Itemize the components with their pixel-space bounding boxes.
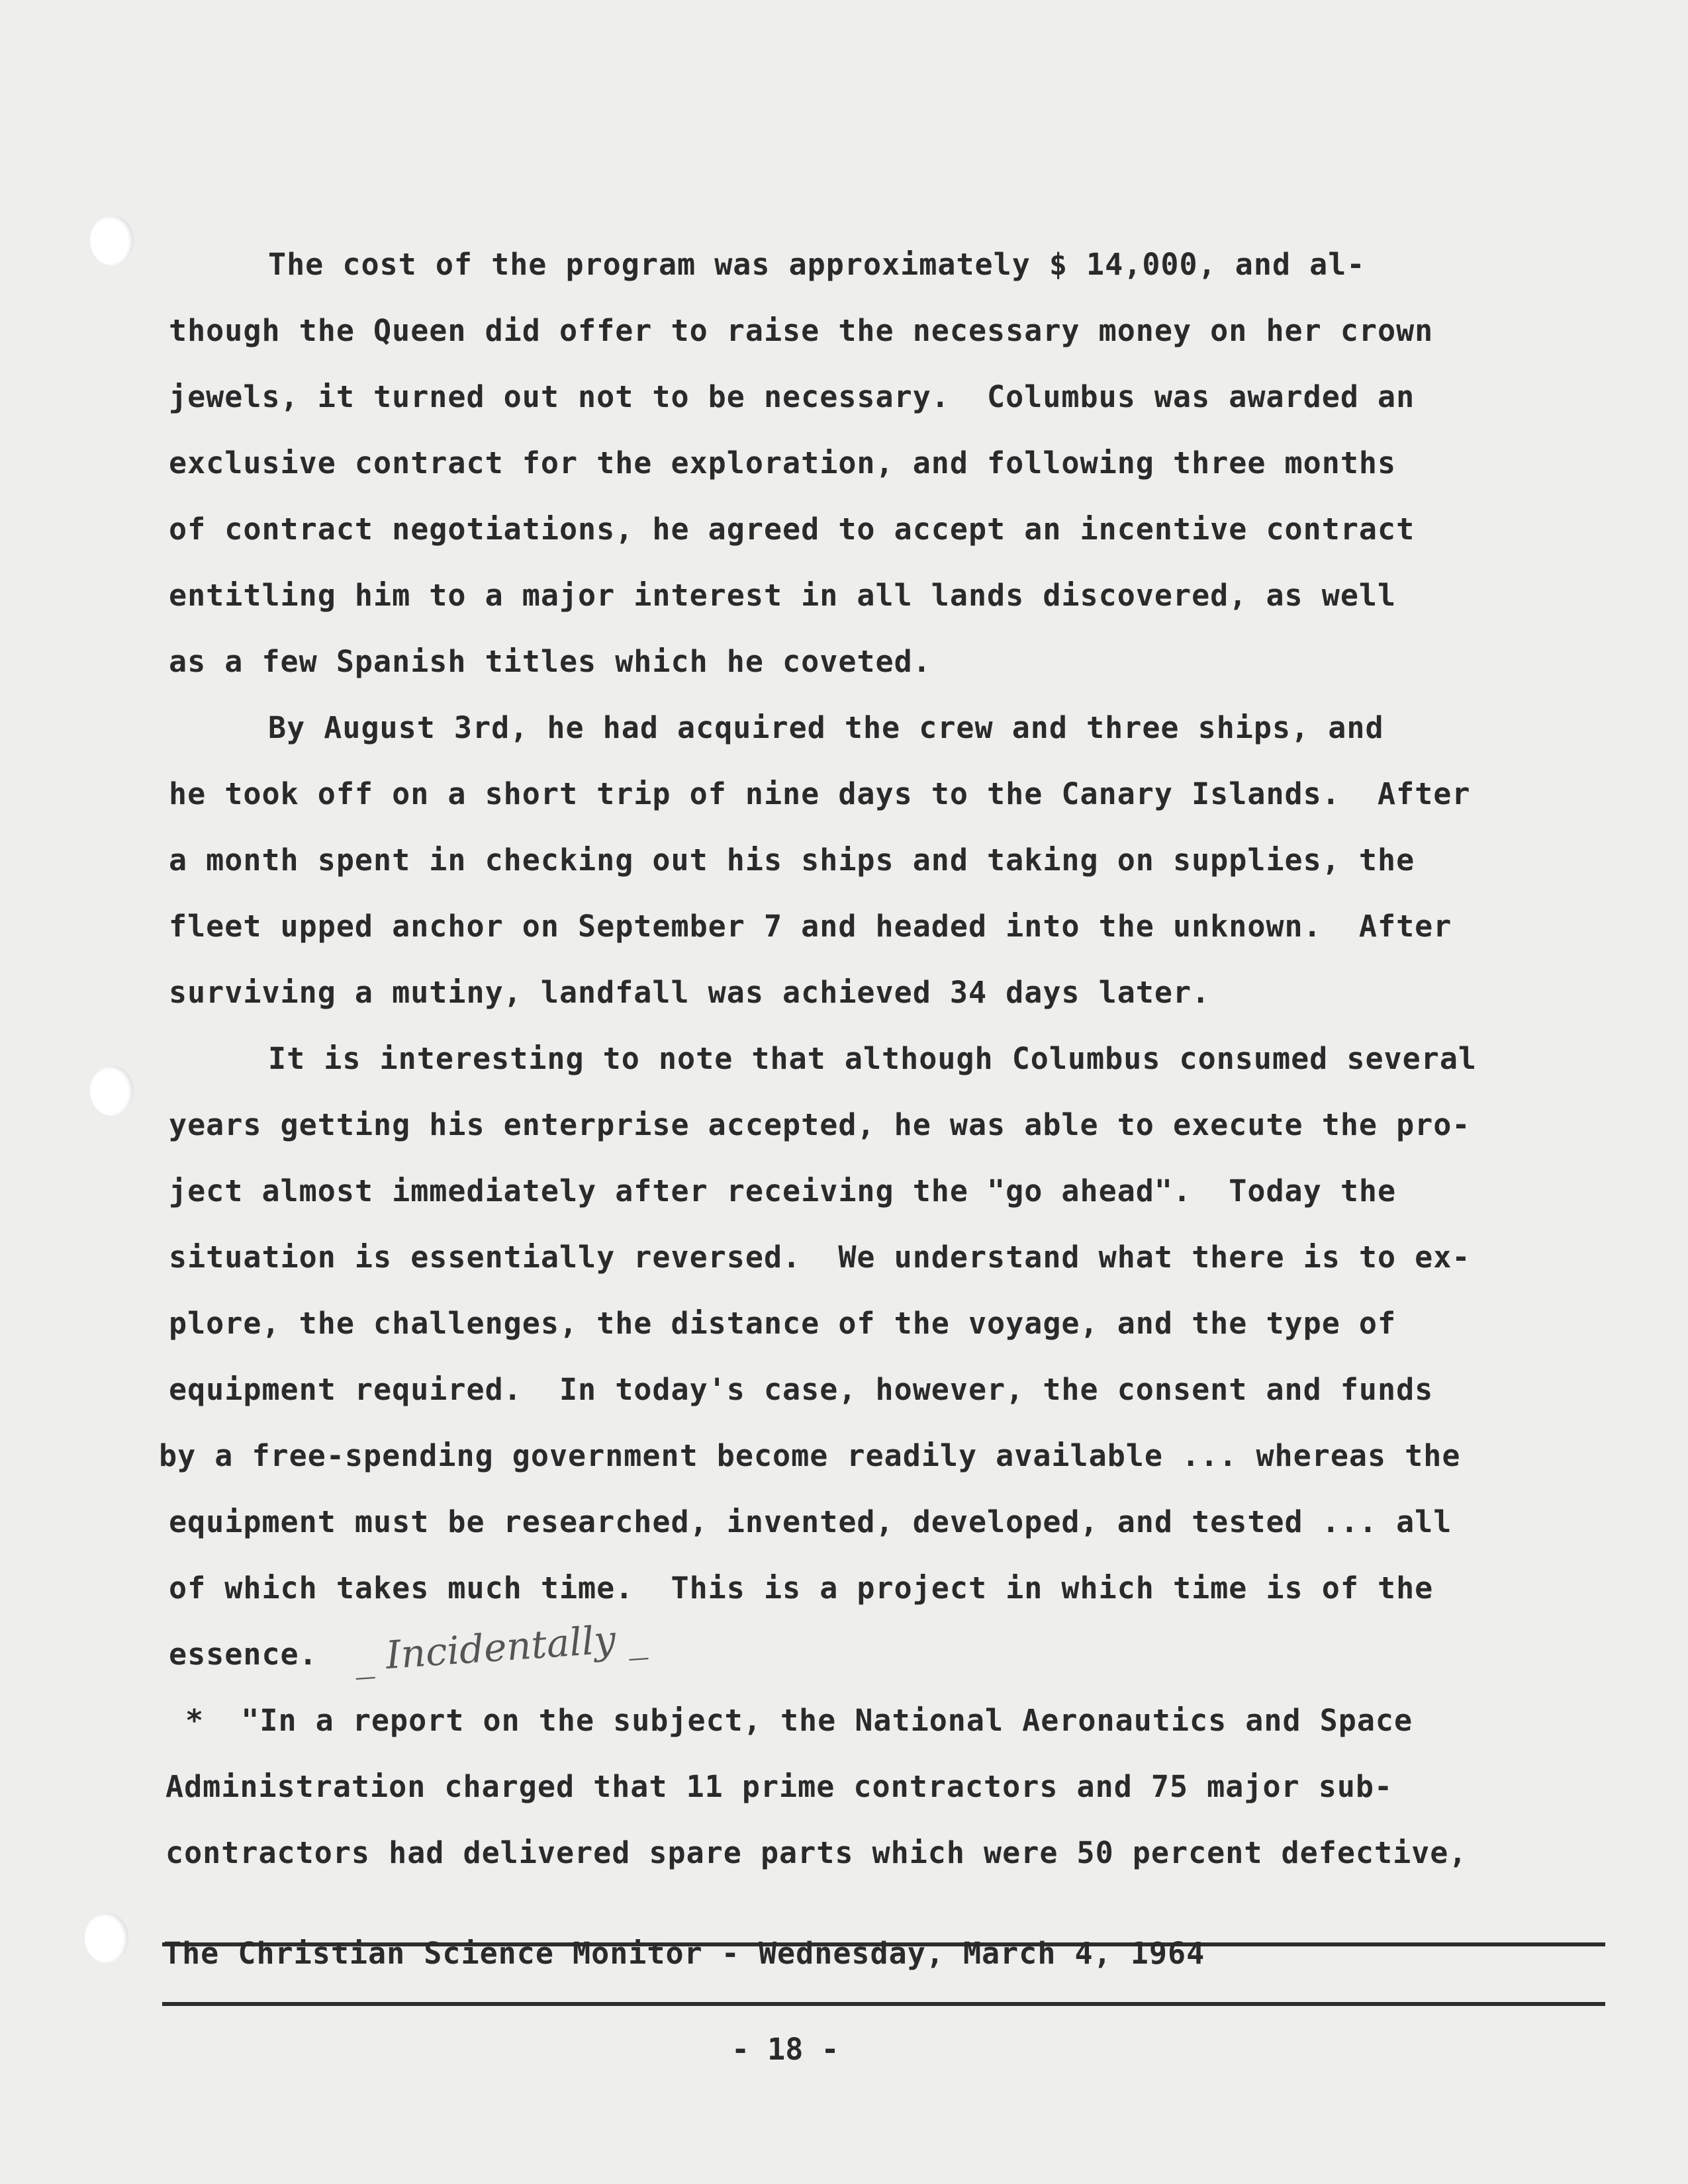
punch-hole-middle [90,1066,134,1116]
body-line: as a few Spanish titles which he coveted. [169,644,931,679]
body-line: contractors had delivered spare parts which were 50 percent defective, [165,1835,1468,1870]
body-line: though the Queen did offer to raise the necessary money on her crown [169,313,1434,348]
body-line: years getting his enterprise accepted, he was able to execute the pro- [169,1107,1471,1142]
body-line: by a free-spending government become readily available ... whereas the [159,1438,1461,1473]
body-line: equipment must be researched, invented, developed, and tested ... all [169,1504,1452,1539]
body-line: exclusive contract for the exploration, and following three months [169,445,1397,480]
body-line: equipment required. In today's case, however, the consent and funds [169,1372,1434,1407]
body-line: of which takes much time. This is a project in which time is of the [169,1570,1434,1606]
body-line: jewels, it turned out not to be necessary. Columbus was awarded an [169,379,1415,414]
footer-rule-bottom [162,2002,1605,2006]
body-line: ject almost immediately after receiving the "go ahead". Today the [169,1173,1397,1208]
body-line: essence. [169,1637,318,1672]
page-number: - 18 - [731,2032,839,2067]
body-line: The cost of the program was approximately $ 14,000, and al- [268,247,1366,282]
body-line: It is interesting to note that although Columbus consumed several [268,1041,1477,1076]
body-line: entitling him to a major interest in all lands discovered, as well [169,578,1397,613]
footer-citation: The Christian Science Monitor - Wednesday, March 4, 1964 [164,1936,1205,1971]
body-line: a month spent in checking out his ships and taking on supplies, the [169,842,1415,878]
body-line: surviving a mutiny, landfall was achieved 34 days later. [169,975,1211,1010]
body-line: plore, the challenges, the distance of the voyage, and the type of [169,1306,1397,1341]
punch-hole-bottom [85,1913,128,1963]
body-line: of contract negotiations, he agreed to accept an incentive contract [169,512,1415,547]
body-line: situation is essentially reversed. We understand what there is to ex- [169,1240,1471,1275]
body-line: he took off on a short trip of nine days to the Canary Islands. After [169,776,1471,811]
body-line: fleet upped anchor on September 7 and headed into the unknown. After [169,909,1452,944]
body-line: * "In a report on the subject, the National Aeronautics and Space [185,1703,1413,1738]
punch-hole-top [90,215,134,265]
body-line: By August 3rd, he had acquired the crew and three ships, and [268,710,1384,745]
body-line: Administration charged that 11 prime contractors and 75 major sub- [165,1769,1393,1804]
handwritten-annotation: _ Incidentally _ [353,1614,649,1680]
